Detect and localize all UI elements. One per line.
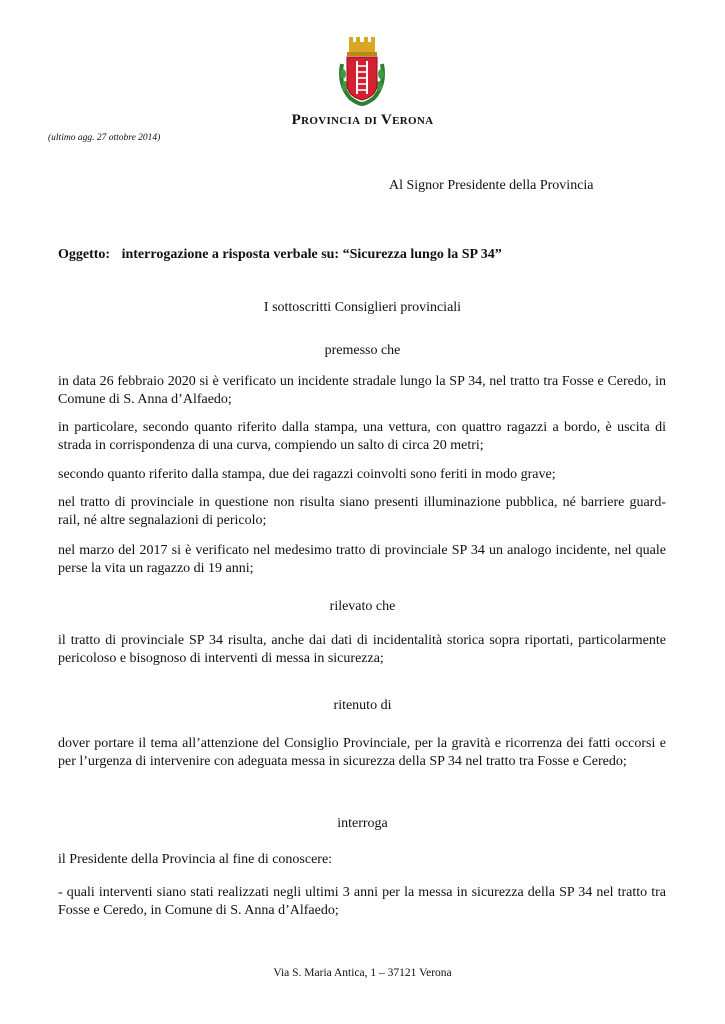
premesso-paragraph-3: secondo quanto riferito dalla stampa, due dei ragazzi coinvolti sono feriti in modo grave; — [58, 467, 556, 482]
premesso-paragraph-4: nel tratto di provinciale in questione non risulta siano presenti illuminazione pubblica, né barriere guard-rail, né altre segnalazioni di pericolo; — [58, 495, 666, 528]
page-title: Provincia di Verona — [291, 112, 434, 128]
rilevato-paragraph: il tratto di provinciale SP 34 risulta, anche dai dati di incidentalità storica sopra riportati, particolarmente pericoloso e bisognoso di interventi di messa in sicurezza; — [58, 633, 666, 666]
subject-text: interrogazione a risposta verbale su: “Sicurezza lungo la SP 34” — [121, 247, 502, 262]
premesso-heading: premesso che — [324, 343, 401, 358]
question-1: - quali interventi siano stati realizzati negli ultimi 3 anni per la messa in sicurezza della SP 34 nel tratto tra Fosse e Ceredo, in Comune di S. Anna d’Alfaedo; — [58, 885, 666, 918]
update-note: (ultimo agg. 27 ottobre 2014) — [48, 133, 161, 143]
rilevato-heading: rilevato che — [329, 599, 396, 614]
coat-of-arms-icon — [334, 34, 390, 106]
addressee: Al Signor Presidente della Provincia — [389, 178, 594, 193]
premesso-paragraph-1: in data 26 febbraio 2020 si è verificato un incidente stradale lungo la SP 34, nel tratto tra Fosse e Ceredo, in Comune di S. Anna d’Alfaedo; — [58, 374, 666, 407]
premesso-paragraph-2: in particolare, secondo quanto riferito dalla stampa, una vettura, con quattro ragazzi a bordo, è uscita di strada in corrispondenza di una curva, compiendo un salto di circa 20 metri; — [58, 420, 666, 453]
interroga-heading: interroga — [337, 816, 388, 831]
subject-label: Oggetto: — [58, 247, 111, 262]
ritenuto-paragraph: dover portare il tema all’attenzione del Consiglio Provinciale, per la gravità e ricorrenza dei fatti occorsi e per l’urgenza di intervenire con adeguata messa in sicurezza della SP 34 nel tratto tra Fosse e Ceredo; — [58, 736, 666, 769]
ritenuto-heading: ritenuto di — [333, 698, 392, 713]
footer-address: Via S. Maria Antica, 1 – 37121 Verona — [273, 967, 452, 979]
premesso-paragraph-5: nel marzo del 2017 si è verificato nel medesimo tratto di provinciale SP 34 un analogo incidente, nel quale perse la vita un ragazzo di 19 anni; — [58, 543, 666, 576]
subject-line — [58, 247, 502, 263]
interroga-intro: il Presidente della Provincia al fine di conoscere: — [58, 852, 333, 867]
intro-line: I sottoscritti Consiglieri provinciali — [263, 300, 462, 315]
